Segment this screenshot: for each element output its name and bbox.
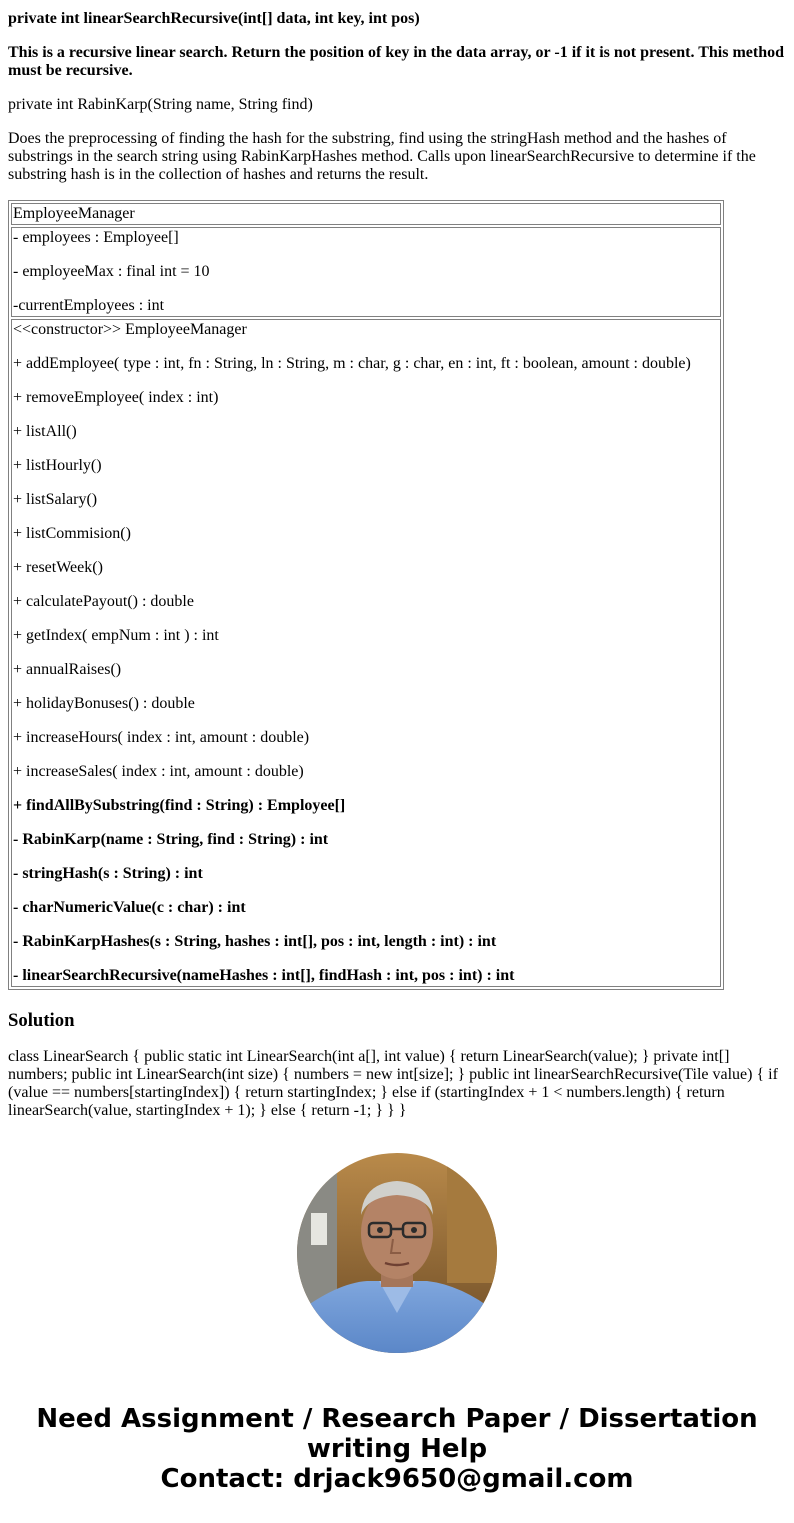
uml-method: - charNumericValue(c : char) : int — [13, 899, 246, 916]
uml-class-name: EmployeeManager — [13, 205, 135, 222]
uml-method: <<constructor>> EmployeeManager — [13, 321, 247, 338]
promo-banner — [0, 1404, 794, 1494]
uml-method: + increaseSales( index : int, amount : double) — [13, 763, 304, 780]
uml-method: + addEmployee( type : int, fn : String, ln : String, m : char, g : char, en : int, ft : boolean, amount : double) — [13, 355, 691, 372]
uml-class-diagram — [8, 200, 724, 990]
uml-method: - RabinKarpHashes(s : String, hashes : int[], pos : int, length : int) : int — [13, 933, 497, 950]
contact-email: Contact: drjack9650@gmail.com — [160, 1464, 634, 1494]
uml-method: - RabinKarp(name : String, find : String) : int — [13, 831, 329, 848]
uml-method: - stringHash(s : String) : int — [13, 865, 203, 882]
uml-method: + findAllBySubstring(find : String) : Employee[] — [13, 797, 346, 814]
uml-class-name-cell — [11, 203, 721, 225]
uml-attributes-cell — [11, 227, 721, 317]
uml-method: + listAll() — [13, 423, 77, 440]
uml-method: + annualRaises() — [13, 661, 122, 678]
uml-method: + calculatePayout() : double — [13, 593, 194, 610]
uml-attribute: - employeeMax : final int = 10 — [13, 263, 210, 280]
uml-method: + listHourly() — [13, 457, 102, 474]
uml-method: + listSalary() — [13, 491, 98, 508]
uml-methods-cell — [11, 319, 721, 987]
avatar — [297, 1153, 497, 1353]
uml-method: + resetWeek() — [13, 559, 103, 576]
uml-method: - linearSearchRecursive(nameHashes : int[], findHash : int, pos : int) : int — [13, 967, 515, 984]
uml-attribute: - employees : Employee[] — [13, 229, 179, 246]
method-signature: private int linearSearchRecursive(int[] data, int key, int pos) — [8, 10, 420, 27]
method-description: This is a recursive linear search. Return the position of key in the data array, or -1 if it is not present. This method must be recursive. — [8, 44, 785, 79]
uml-attribute: -currentEmployees : int — [13, 297, 165, 314]
promo-line: writing Help — [306, 1434, 488, 1464]
uml-method: + increaseHours( index : int, amount : double) — [13, 729, 310, 746]
rabinkarp-description: Does the preprocessing of finding the hash for the substring, find using the stringHash method and the hashes of substrings in the search string using RabinKarpHashes method. Calls upon linearSearchRecursive to determine if the substring hash is in the collection of hashes and returns the result. — [8, 130, 756, 183]
solution-heading: Solution — [8, 1010, 75, 1031]
author-photo-icon — [297, 1153, 497, 1353]
uml-method: + listCommision() — [13, 525, 131, 542]
rabinkarp-signature: private int RabinKarp(String name, String find) — [8, 96, 313, 113]
uml-method: + removeEmployee( index : int) — [13, 389, 219, 406]
promo-line: Need Assignment / Research Paper / Dissertation — [36, 1404, 758, 1434]
solution-code: class LinearSearch { public static int LinearSearch(int a[], int value) { return LinearSearch(value); } private int[] numbers; public int LinearSearch(int size) { numbers = new int[size]; } public int linearSearchRecursive(Tile value) { if (value == numbers[startingIndex]) { return startingIndex; } else if (startingIndex + 1 < numbers.length) { return linearSearch(value, startingIndex + 1); } else { return -1; } } } — [8, 1048, 778, 1119]
uml-method: + getIndex( empNum : int ) : int — [13, 627, 219, 644]
uml-method: + holidayBonuses() : double — [13, 695, 195, 712]
